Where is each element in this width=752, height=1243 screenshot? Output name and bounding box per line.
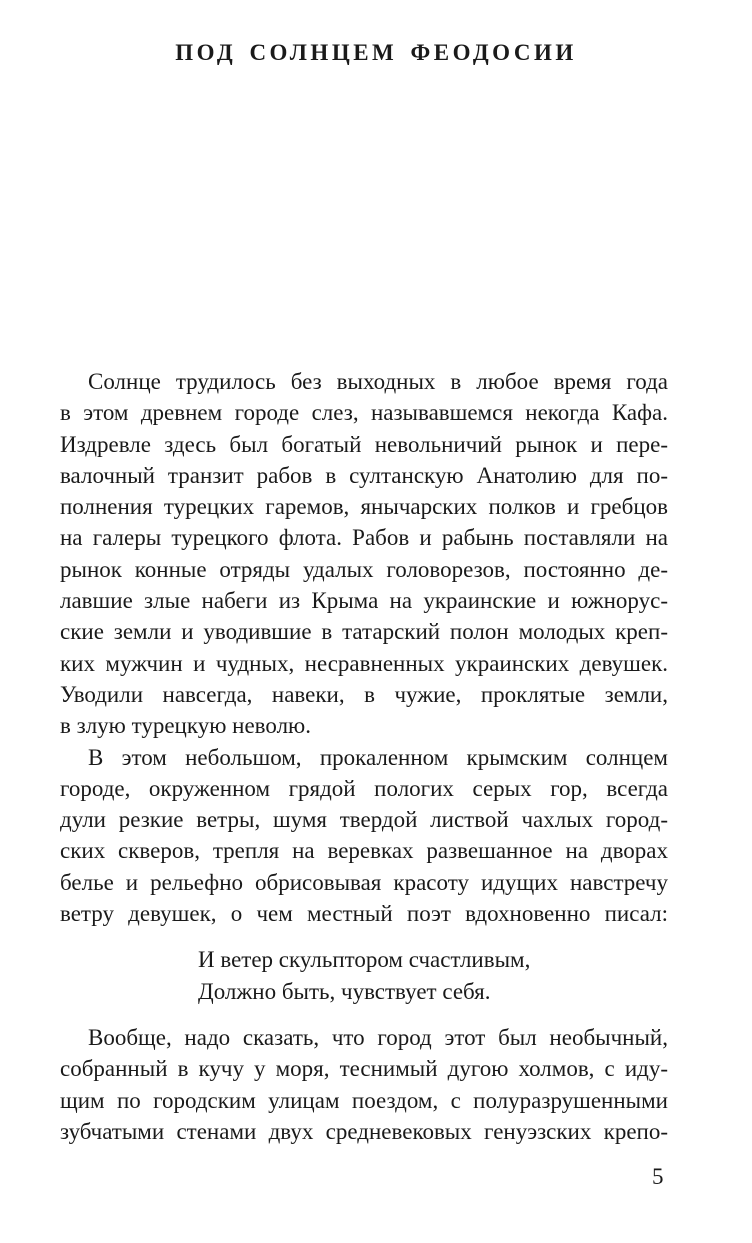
- poem-line: Должно быть, чувствует себя.: [198, 978, 491, 1004]
- text-line: городе, окруженном грядой пологих серых гор, всегда: [60, 775, 668, 801]
- poem-quote: [198, 944, 668, 1007]
- text-line: лавшие злые набеги из Крыма на украинские и южнорус-: [60, 588, 668, 614]
- paragraph-2: [60, 742, 668, 930]
- text-line: дули резкие ветры, шумя твердой листвой чахлых город-: [60, 807, 668, 833]
- text-line: белье и рельефно обрисовывая красоту идущих навстречу: [60, 869, 668, 895]
- text-line: Уводили навсегда, навеки, в чужие, проклятые земли,: [60, 681, 668, 707]
- text-line: на галеры турецкого флота. Рабов и рабынь поставляли на: [60, 525, 668, 551]
- text-line: Издревле здесь был богатый невольничий рынок и пере-: [60, 431, 668, 457]
- body-text: [60, 366, 668, 1147]
- text-line: собранный в кучу у моря, теснимый дугою холмов, с иду-: [60, 1056, 668, 1082]
- text-line: ские земли и уводившие в татарский полон молодых креп-: [60, 619, 668, 645]
- text-line: ских скверов, трепля на веревках развешанное на дворах: [60, 838, 668, 864]
- text-line: в этом древнем городе слез, называвшемся некогда Кафа.: [60, 400, 668, 426]
- text-line: В этом небольшом, прокаленном крымским солнцем: [88, 744, 668, 770]
- text-line: валочный транзит рабов в султанскую Анатолию для по-: [60, 462, 668, 488]
- text-line: ких мужчин и чудных, несравненных украинских девушек.: [60, 650, 668, 676]
- page-number: 5: [652, 1164, 664, 1189]
- text-line: в злую турецкую неволю.: [60, 713, 311, 739]
- text-line: ветру девушек, о чем местный поэт вдохновенно писал:: [60, 901, 668, 927]
- text-line: зубчатыми стенами двух средневековых генуэзских крепо-: [60, 1118, 668, 1144]
- page-title: ПОД СОЛНЦЕМ ФЕОДОСИИ: [175, 40, 577, 65]
- poem-line: И ветер скульптором счастливым,: [198, 947, 531, 973]
- text-line: Солнце трудилось без выходных в любое время года: [88, 369, 668, 394]
- paragraph-1: [60, 366, 668, 742]
- text-line: Вообще, надо сказать, что город этот был необычный,: [88, 1024, 668, 1050]
- text-line: щим по городским улицам поездом, с полуразрушенными: [60, 1087, 668, 1113]
- paragraph-3: [60, 1022, 668, 1147]
- text-line: рынок конные отряды удалых головорезов, постоянно де-: [60, 556, 668, 582]
- text-line: полнения турецких гаремов, янычарских полков и гребцов: [60, 494, 668, 520]
